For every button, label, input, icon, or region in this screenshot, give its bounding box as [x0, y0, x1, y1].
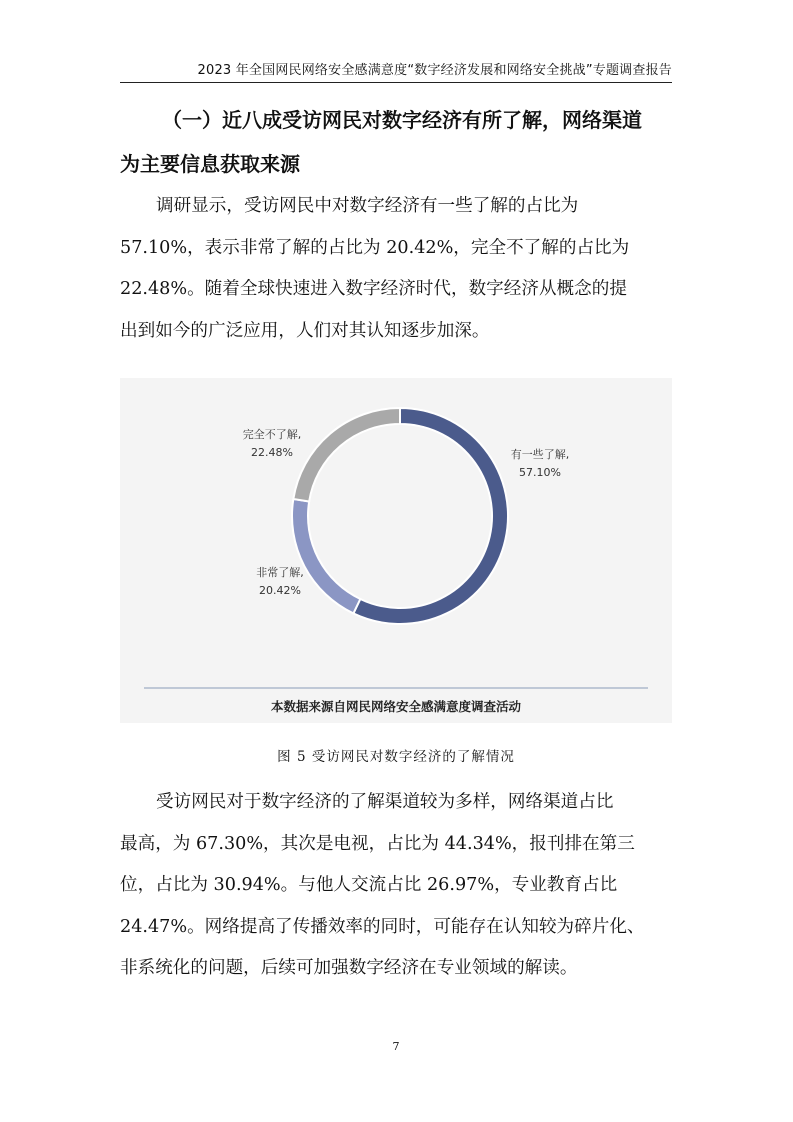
figure-caption: 图 5 受访网民对数字经济的了解情况: [277, 749, 515, 765]
paragraph-awareness: [120, 186, 676, 352]
slice-category-label: 有一些了解,: [510, 448, 570, 461]
paragraph-line: 最高，为 67.30%，其次是电视，占比为 44.34%，报刊排在第三: [120, 833, 635, 854]
paragraph-line: 22.48%。随着全球快速进入数字经济时代，数字经济从概念的提: [120, 279, 627, 299]
slice-value-label: 22.48%: [251, 446, 293, 459]
slice-category-label: 完全不了解,: [242, 428, 302, 441]
slice-value-label: 20.42%: [259, 584, 301, 597]
donut-slice: [353, 408, 508, 624]
section-heading-line-1: （一）近八成受访网民对数字经济有所了解，网络渠道: [162, 108, 642, 132]
slice-category-label: 非常了解,: [256, 566, 304, 579]
section-heading: [120, 98, 676, 186]
running-header: 2023 年全国网民网络安全感满意度“数字经济发展和网络安全挑战”专题调查报告: [197, 63, 672, 78]
paragraph-line: 57.10%，表示非常了解的占比为 20.42%，完全不了解的占比为: [120, 237, 630, 258]
section-heading-line-2: 为主要信息获取来源: [120, 152, 300, 176]
paragraph-line: 24.47%。网络提高了传播效率的同时，可能存在认知较为碎片化、: [120, 916, 645, 937]
header-rule: [120, 82, 672, 83]
paragraph-channels: [120, 782, 676, 990]
paragraph-line: 受访网民对于数字经济的了解渠道较为多样，网络渠道占比: [156, 792, 614, 812]
source-note: 本数据来源自网民网络安全感满意度调查活动: [270, 699, 522, 714]
page-number: 7: [392, 1040, 400, 1053]
paragraph-line: 出到如今的广泛应用，人们对其认知逐步加深。: [120, 320, 490, 341]
donut-chart-figure: [120, 378, 672, 723]
donut-slice: [292, 499, 360, 613]
paragraph-line: 位，占比为 30.94%。与他人交流占比 26.97%，专业教育占比: [120, 875, 618, 895]
paragraph-line: 非系统化的问题，后续可加强数字经济在专业领域的解读。: [120, 958, 578, 978]
paragraph-line: 调研显示，受访网民中对数字经济有一些了解的占比为: [156, 196, 579, 216]
donut-chart: [120, 378, 672, 723]
slice-value-label: 57.10%: [519, 466, 561, 479]
donut-slice: [293, 408, 400, 501]
